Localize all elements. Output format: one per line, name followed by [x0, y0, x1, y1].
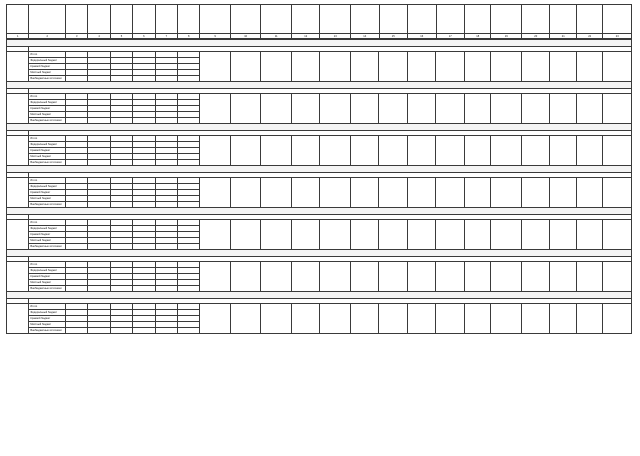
detail-cell — [603, 136, 632, 166]
finance-source: Краевой бюджет — [29, 316, 66, 322]
detail-cell — [350, 136, 378, 166]
detail-cell — [200, 94, 231, 124]
finance-source: Краевой бюджет — [29, 232, 66, 238]
detail-cell — [350, 262, 378, 292]
header-cell — [550, 5, 576, 34]
detail-cell — [291, 220, 319, 250]
detail-cell — [350, 220, 378, 250]
finance-source: Местный бюджет — [29, 280, 66, 286]
detail-cell — [521, 52, 549, 82]
detail-cell — [379, 304, 407, 334]
detail-cell — [320, 52, 351, 82]
detail-cell — [576, 262, 602, 292]
detail-cell — [291, 304, 319, 334]
finance-source: Внебюджетные источники — [29, 286, 66, 292]
detail-cell — [320, 262, 351, 292]
finance-source: Краевой бюджет — [29, 274, 66, 280]
detail-cell — [320, 304, 351, 334]
section-title — [7, 208, 632, 215]
detail-cell — [491, 136, 522, 166]
detail-cell — [576, 220, 602, 250]
header-cell — [155, 5, 177, 34]
detail-cell — [521, 178, 549, 208]
detail-cell — [521, 262, 549, 292]
col-num: 13 — [320, 34, 351, 39]
detail-cell — [407, 52, 435, 82]
col-num: 22 — [576, 34, 602, 39]
col-num: 11 — [261, 34, 292, 39]
detail-cell — [320, 136, 351, 166]
detail-cell — [436, 304, 464, 334]
detail-cell — [436, 178, 464, 208]
detail-cell — [603, 94, 632, 124]
section-title — [7, 82, 632, 89]
detail-cell — [436, 220, 464, 250]
detail-cell — [291, 178, 319, 208]
col-num: 4 — [88, 34, 110, 39]
document-page — [6, 4, 634, 448]
detail-cell — [291, 262, 319, 292]
detail-cell — [200, 262, 231, 292]
amount-cell — [66, 328, 88, 334]
finance-source: Внебюджетные источники — [29, 118, 66, 124]
header-cell — [66, 5, 88, 34]
detail-cell — [464, 262, 490, 292]
finance-source: Федеральный бюджет — [29, 226, 66, 232]
col-num: 9 — [200, 34, 231, 39]
detail-cell — [491, 178, 522, 208]
detail-cell — [230, 220, 261, 250]
detail-cell — [407, 262, 435, 292]
detail-cell — [491, 52, 522, 82]
section-title — [7, 166, 632, 173]
col-num: 2 — [29, 34, 66, 39]
section-row — [7, 208, 632, 215]
detail-cell — [407, 304, 435, 334]
header-cell — [110, 5, 132, 34]
section-row — [7, 292, 632, 299]
finance-source: Федеральный бюджет — [29, 310, 66, 316]
detail-cell — [521, 304, 549, 334]
detail-cell — [491, 94, 522, 124]
detail-cell — [261, 52, 292, 82]
detail-cell — [200, 220, 231, 250]
row-number — [7, 178, 29, 208]
detail-cell — [200, 136, 231, 166]
header-cell — [291, 5, 320, 34]
amount-cell — [177, 328, 199, 334]
detail-cell — [436, 94, 464, 124]
detail-cell — [603, 304, 632, 334]
detail-cell — [261, 136, 292, 166]
finance-source: Итого — [29, 52, 66, 58]
col-num: 23 — [603, 34, 632, 39]
detail-cell — [550, 52, 576, 82]
finance-source: Федеральный бюджет — [29, 184, 66, 190]
detail-cell — [464, 94, 490, 124]
col-num: 20 — [521, 34, 550, 39]
finance-source: Федеральный бюджет — [29, 142, 66, 148]
section-row — [7, 124, 632, 131]
finance-source: Федеральный бюджет — [29, 58, 66, 64]
detail-cell — [230, 304, 261, 334]
detail-cell — [291, 136, 319, 166]
detail-cell — [550, 94, 576, 124]
header-cell — [521, 5, 550, 34]
col-num: 6 — [133, 34, 155, 39]
detail-cell — [230, 52, 261, 82]
detail-cell — [407, 220, 435, 250]
finance-source: Местный бюджет — [29, 322, 66, 328]
col-num: 15 — [379, 34, 408, 39]
section-row — [7, 166, 632, 173]
section-title — [7, 124, 632, 131]
header-cell — [133, 5, 155, 34]
header-cell — [88, 5, 110, 34]
col-num: 12 — [291, 34, 320, 39]
detail-cell — [200, 52, 231, 82]
detail-cell — [379, 220, 407, 250]
detail-cell — [261, 262, 292, 292]
section-title — [7, 292, 632, 299]
header-cell — [261, 5, 292, 34]
finance-source: Итого — [29, 178, 66, 184]
finance-source: Краевой бюджет — [29, 148, 66, 154]
finance-source: Внебюджетные источники — [29, 328, 66, 334]
detail-cell — [230, 262, 261, 292]
detail-cell — [436, 262, 464, 292]
col-num: 16 — [408, 34, 437, 39]
detail-cell — [464, 178, 490, 208]
detail-cell — [350, 178, 378, 208]
header-cell — [491, 5, 522, 34]
detail-cell — [436, 136, 464, 166]
row-number — [7, 136, 29, 166]
col-num: 14 — [351, 34, 380, 39]
header-cell — [230, 5, 261, 34]
row-number — [7, 304, 29, 334]
detail-cell — [261, 220, 292, 250]
header-cell — [200, 5, 231, 34]
amount-cell — [133, 328, 155, 334]
section-row — [7, 82, 632, 89]
detail-cell — [230, 136, 261, 166]
table-header-row — [7, 5, 632, 34]
finance-source: Краевой бюджет — [29, 106, 66, 112]
row-number — [7, 52, 29, 82]
finance-source: Внебюджетные источники — [29, 76, 66, 82]
detail-cell — [230, 94, 261, 124]
detail-cell — [320, 220, 351, 250]
detail-cell — [379, 262, 407, 292]
col-num: 3 — [66, 34, 88, 39]
detail-cell — [407, 178, 435, 208]
header-cell — [379, 5, 408, 34]
detail-cell — [320, 178, 351, 208]
row-number — [7, 220, 29, 250]
detail-cell — [436, 52, 464, 82]
finance-source: Внебюджетные источники — [29, 202, 66, 208]
detail-cell — [603, 178, 632, 208]
col-num: 17 — [436, 34, 465, 39]
detail-cell — [200, 178, 231, 208]
row-number — [7, 262, 29, 292]
col-num: 18 — [465, 34, 491, 39]
detail-cell — [550, 136, 576, 166]
col-num: 5 — [110, 34, 132, 39]
detail-cell — [261, 178, 292, 208]
finance-source: Краевой бюджет — [29, 190, 66, 196]
investment-program-table — [6, 4, 632, 39]
detail-cell — [230, 178, 261, 208]
col-num: 7 — [155, 34, 177, 39]
detail-cell — [491, 262, 522, 292]
detail-cell — [464, 220, 490, 250]
finance-source: Местный бюджет — [29, 154, 66, 160]
section-row — [7, 250, 632, 257]
finance-source: Итого — [29, 94, 66, 100]
detail-cell — [350, 304, 378, 334]
header-cell — [7, 5, 29, 34]
finance-source: Федеральный бюджет — [29, 268, 66, 274]
col-num: 8 — [177, 34, 199, 39]
col-num: 1 — [7, 34, 29, 39]
detail-cell — [379, 178, 407, 208]
column-number-row — [7, 34, 632, 39]
table-body — [6, 39, 632, 334]
detail-cell — [491, 304, 522, 334]
detail-cell — [261, 94, 292, 124]
header-cell — [576, 5, 602, 34]
header-cell — [29, 5, 66, 34]
finance-source: Местный бюджет — [29, 238, 66, 244]
header-cell — [408, 5, 437, 34]
detail-cell — [350, 94, 378, 124]
detail-cell — [521, 94, 549, 124]
finance-source: Внебюджетные источники — [29, 244, 66, 250]
detail-cell — [550, 304, 576, 334]
detail-cell — [291, 94, 319, 124]
detail-cell — [576, 178, 602, 208]
header-cell — [351, 5, 380, 34]
section-title — [7, 40, 632, 47]
detail-cell — [407, 136, 435, 166]
detail-cell — [200, 304, 231, 334]
detail-cell — [407, 94, 435, 124]
header-cell — [436, 5, 465, 34]
amount-cell — [88, 328, 110, 334]
finance-source: Местный бюджет — [29, 70, 66, 76]
detail-cell — [320, 94, 351, 124]
amount-cell — [155, 328, 177, 334]
detail-cell — [603, 220, 632, 250]
detail-cell — [491, 220, 522, 250]
col-num: 10 — [230, 34, 261, 39]
col-num: 19 — [491, 34, 522, 39]
detail-cell — [576, 94, 602, 124]
header-cell — [603, 5, 632, 34]
detail-cell — [261, 304, 292, 334]
detail-cell — [291, 52, 319, 82]
detail-cell — [550, 262, 576, 292]
detail-cell — [521, 136, 549, 166]
detail-cell — [464, 136, 490, 166]
header-cell — [177, 5, 199, 34]
detail-cell — [521, 220, 549, 250]
detail-cell — [379, 136, 407, 166]
section-row — [7, 40, 632, 47]
detail-cell — [464, 52, 490, 82]
section-title — [7, 250, 632, 257]
detail-cell — [576, 304, 602, 334]
finance-source: Итого — [29, 304, 66, 310]
finance-source: Внебюджетные источники — [29, 160, 66, 166]
finance-source: Краевой бюджет — [29, 64, 66, 70]
col-num: 21 — [550, 34, 576, 39]
header-cell — [465, 5, 491, 34]
detail-cell — [379, 52, 407, 82]
header-cell — [320, 5, 351, 34]
detail-cell — [576, 136, 602, 166]
finance-source: Федеральный бюджет — [29, 100, 66, 106]
detail-cell — [603, 262, 632, 292]
finance-source: Местный бюджет — [29, 112, 66, 118]
finance-source: Итого — [29, 220, 66, 226]
detail-cell — [550, 178, 576, 208]
amount-cell — [110, 328, 132, 334]
detail-cell — [379, 94, 407, 124]
finance-source: Итого — [29, 136, 66, 142]
detail-cell — [603, 52, 632, 82]
detail-cell — [550, 220, 576, 250]
row-number — [7, 94, 29, 124]
detail-cell — [576, 52, 602, 82]
detail-cell — [350, 52, 378, 82]
finance-source: Местный бюджет — [29, 196, 66, 202]
detail-cell — [464, 304, 490, 334]
finance-source: Итого — [29, 262, 66, 268]
